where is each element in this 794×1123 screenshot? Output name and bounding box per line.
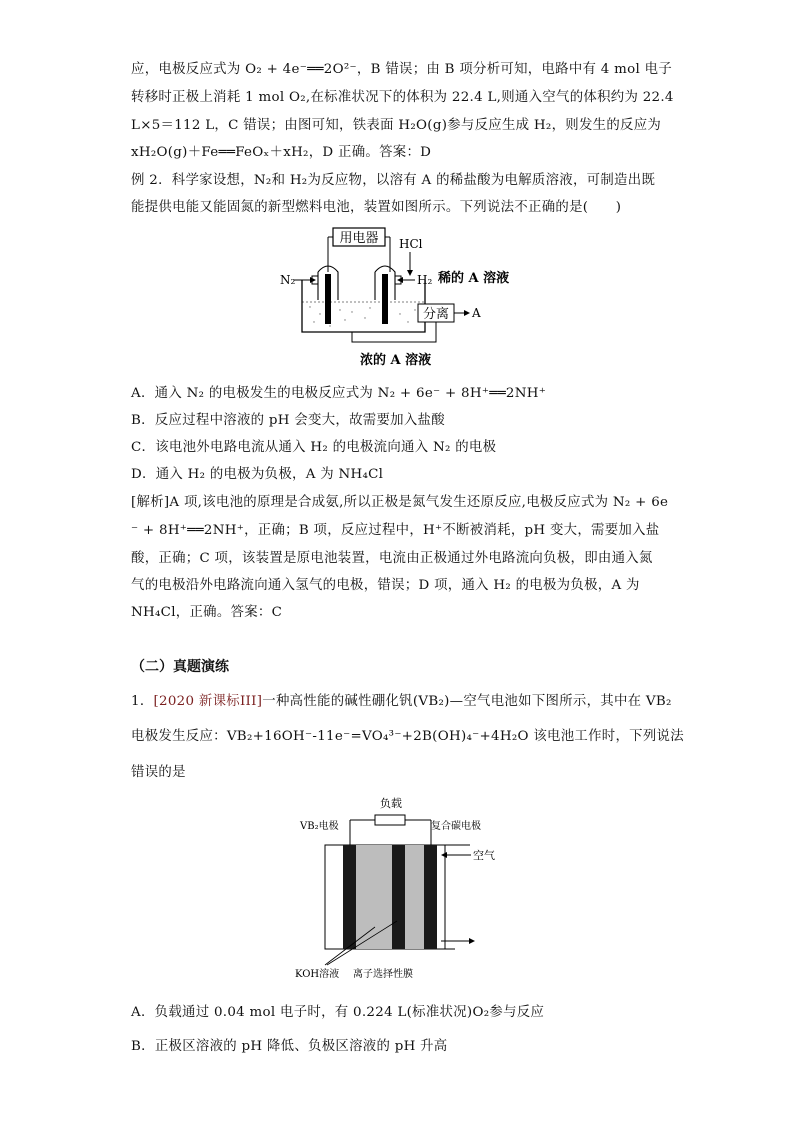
question-line <box>131 692 672 712</box>
koh-region-right <box>404 845 426 949</box>
text-line: 转移时正极上消耗 1 mol O₂,在标准状况下的体积为 22.4 L,则通入空气的体积约为 22.4 <box>131 90 674 105</box>
separator-label: 分离 <box>422 307 450 322</box>
device-label: 用电器 <box>339 231 379 246</box>
cell-container <box>302 280 425 332</box>
option-a: A．通入 N₂ 的电极发生的电极反应式为 N₂ + 6e⁻ + 8H⁺══2NH⁺ <box>131 386 547 401</box>
membrane-label: 离子选择性膜 <box>353 969 413 980</box>
fuel-cell-figure <box>270 222 540 374</box>
carbon-electrode <box>424 845 437 949</box>
carbon-electrode-label: 复合碳电极 <box>431 821 481 832</box>
analysis-line: NH₄Cl，正确。答案：C <box>131 605 283 620</box>
option-d: D．通入 H₂ 的电极为负极，A 为 NH₄Cl <box>131 467 384 482</box>
dilute-solution-label: 稀的 A 溶液 <box>438 271 510 286</box>
koh-region <box>355 845 395 949</box>
text-line: xH₂O(g)＋Fe══FeOₓ＋xH₂，D 正确。答案：D <box>131 145 432 160</box>
vb2-electrode-label: VB₂电极 <box>300 821 339 832</box>
option-b: B．反应过程中溶液的 pH 会变大，故需要加入盐酸 <box>131 413 445 428</box>
vb2-air-battery-figure <box>295 793 505 983</box>
option-c: C．该电池外电路电流从通入 H₂ 的电极流向通入 N₂ 的电极 <box>131 440 497 455</box>
option-b: B．正极区溶液的 pH 降低、负极区溶液的 pH 升高 <box>131 1039 448 1054</box>
load-label: 负载 <box>380 797 402 810</box>
question-source-link[interactable]: [2020 新课标III] <box>153 694 263 709</box>
question-line: 电极发生反应：VB₂+16OH⁻-11e⁻=VO₄³⁻+2B(OH)₄⁻+4H₂O 该电池工作时，下列说法 <box>131 729 684 744</box>
analysis-line: 气的电极沿外电路流向通入氢气的电极，错误；D 项，通入 H₂ 的电极为负极，A 为 <box>131 578 640 593</box>
h2-label: H₂ <box>417 273 433 287</box>
question-text: 一种高性能的碱性硼化钒(VB₂)—空气电池如下图所示，其中在 VB₂ <box>262 694 672 709</box>
koh-label: KOH溶液 <box>295 969 340 980</box>
analysis-line: [解析]A 项,该电池的原理是合成氨,所以正极是氮气发生还原反应,电极反应式为 N₂ + 6e <box>131 495 669 510</box>
question-number: 1． <box>131 694 154 709</box>
load-resistor <box>375 815 405 825</box>
conc-solution-label: 浓的 A 溶液 <box>360 353 432 368</box>
option-a: A．负载通过 0.04 mol 电子时，有 0.224 L(标准状况)O₂参与反应 <box>131 1005 545 1020</box>
a-output-label: A <box>472 306 481 320</box>
analysis-line: ⁻ + 8H⁺══2NH⁺，正确；B 项，反应过程中，H⁺不断被消耗，pH 变大，需要加入盐 <box>131 523 660 538</box>
analysis-line: 酸，正确；C 项，该装置是原电池装置，电流由正极通过外电路流向负极，即由通入氮 <box>131 551 653 566</box>
question-line: 错误的是 <box>131 765 186 780</box>
air-label: 空气 <box>473 849 495 862</box>
text-line: L×5＝112 L，C 错误；由图可知，铁表面 H₂O(g)参与反应生成 H₂，则发生的反应为 <box>131 118 662 133</box>
n2-electrode <box>325 274 331 324</box>
example-line: 能提供电能又能固氮的新型燃料电池，装置如图所示。下列说法不正确的是( ) <box>131 200 622 215</box>
hcl-label: HCl <box>399 237 423 251</box>
n2-label: N₂ <box>280 273 296 287</box>
example-line: 例 2．科学家设想，N₂和 H₂为反应物，以溶有 A 的稀盐酸为电解质溶液，可制造出既 <box>131 173 656 188</box>
text-line: 应，电极反应式为 O₂ + 4e⁻══2O²⁻，B 错误；由 B 项分析可知，电路中有 4 mol 电子 <box>131 62 673 77</box>
ion-membrane <box>392 845 405 949</box>
h2-electrode <box>382 274 388 324</box>
section-title: （二）真题演练 <box>131 659 229 675</box>
vb2-electrode <box>343 845 356 949</box>
